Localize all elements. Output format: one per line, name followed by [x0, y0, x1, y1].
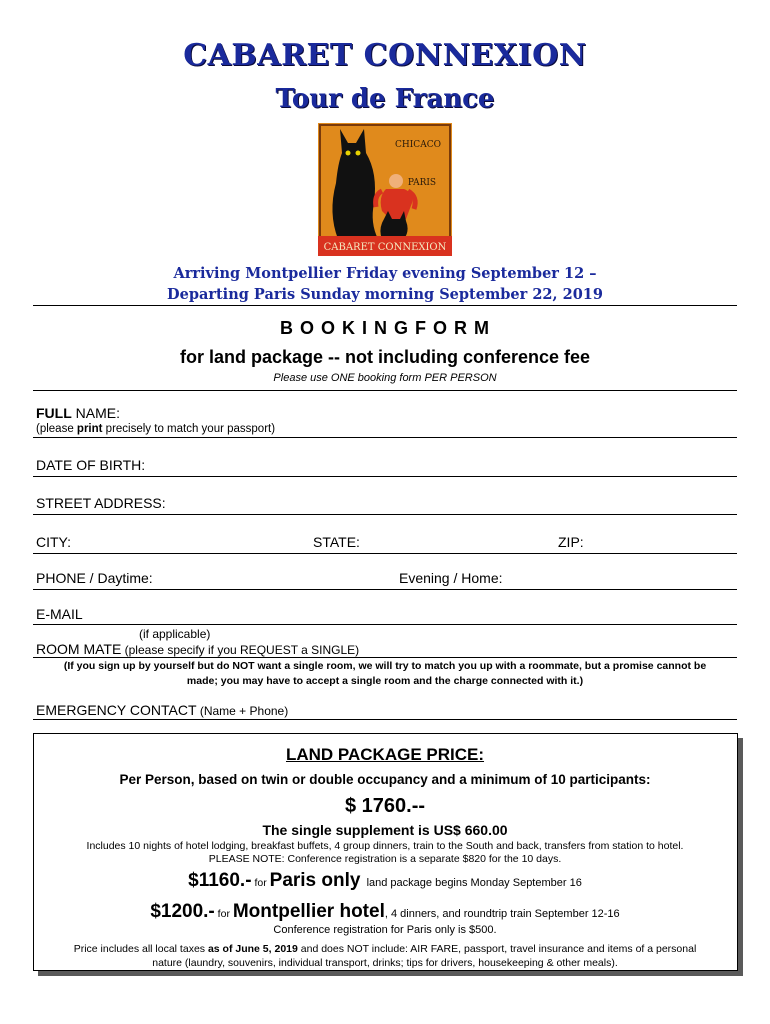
emergency-hint: (Name + Phone)	[196, 704, 289, 718]
name-label-text: NAME:	[71, 405, 120, 421]
arrival-line: Arriving Montpellier Friday evening September 12 –	[173, 265, 597, 282]
single-supplement: The single supplement is US$ 660.00	[262, 822, 508, 838]
taxes-date: as of June 5, 2019	[207, 943, 298, 955]
includes-text: Includes 10 nights of hotel lodging, breakfast buffets, 4 group dinners, train to the South and back, transfers from station to hotel.	[86, 840, 684, 852]
montpellier-for: for	[214, 908, 233, 920]
email-label: E-MAIL	[36, 606, 83, 622]
price-basis: Per Person, based on twin or double occupancy and a minimum of 10 participants:	[119, 772, 651, 787]
logo-chicago-text: CHICACO	[395, 140, 441, 150]
full-name-line[interactable]	[33, 437, 737, 438]
emergency-label: EMERGENCY CONTACT	[36, 702, 197, 718]
taxes-pre: Price includes all local taxes	[73, 943, 208, 955]
name-hint-pre: (please	[36, 423, 77, 435]
state-label: STATE:	[313, 534, 360, 550]
logo-banner-text: CABARET CONNEXION	[323, 242, 447, 253]
email-line[interactable]	[33, 624, 737, 625]
instruction-text: Please use ONE booking form PER PERSON	[273, 372, 497, 384]
departure-line: Departing Paris Sunday morning September 22, 2019	[167, 286, 603, 303]
zip-label: ZIP:	[558, 534, 584, 550]
roommate-hint: (please specify if you REQUEST a SINGLE)	[121, 643, 360, 657]
page-subtitle: Tour de France	[275, 84, 495, 114]
paris-for: for	[251, 877, 270, 889]
paris-desc: land package begins Monday September 16	[360, 877, 582, 889]
roommate-note-1: (If you sign up by yourself but do NOT want a single room, we will try to match you up with a roommate, but a promise cannot be	[63, 660, 707, 672]
conference-note: PLEASE NOTE: Conference registration is a separate $820 for the 10 days.	[208, 853, 562, 865]
street-line[interactable]	[33, 514, 737, 515]
phone-evening-label: Evening / Home:	[399, 570, 503, 586]
name-hint-bold: print	[76, 423, 103, 435]
phone-daytime-label: PHONE / Daytime:	[36, 570, 153, 586]
dob-label: DATE OF BIRTH:	[36, 457, 146, 473]
taxes-line-1	[0, 943, 770, 955]
booking-form-subheading: for land package -- not including conference fee	[179, 347, 591, 367]
emergency-line[interactable]	[33, 719, 737, 720]
paris-only-row	[0, 870, 770, 892]
roommate-label-row	[36, 641, 359, 657]
taxes-line-2: nature (laundry, souvenirs, individual transport, drinks; tips for drivers, housekeeping & other meals).	[152, 957, 618, 969]
if-applicable-text: (if applicable)	[139, 627, 211, 641]
main-price: $ 1760.--	[344, 795, 426, 817]
divider	[33, 390, 737, 391]
city-label: CITY:	[36, 534, 72, 550]
city-state-zip-line[interactable]	[33, 553, 737, 554]
full-bold-text: FULL	[36, 405, 72, 421]
street-label: STREET ADDRESS:	[36, 495, 166, 511]
montpellier-price: $1200.-	[150, 901, 215, 922]
roommate-note-2: made; you may have to accept a single room and the charge connected with it.)	[186, 675, 584, 687]
paris-price: $1160.-	[188, 870, 252, 891]
emergency-label-row	[36, 702, 288, 718]
montpellier-row	[0, 901, 770, 923]
montpellier-label: Montpellier hotel	[232, 901, 385, 922]
roommate-label: ROOM MATE	[36, 641, 122, 657]
taxes-post: and does NOT include: AIR FARE, passport, travel insurance and items of a personal	[297, 943, 697, 955]
paris-conference-text: Conference registration for Paris only is $500.	[273, 924, 497, 936]
divider	[33, 305, 737, 306]
full-name-label	[36, 405, 120, 421]
price-heading: LAND PACKAGE PRICE:	[285, 745, 485, 764]
name-hint-post: precisely to match your passport)	[102, 423, 276, 435]
phone-line[interactable]	[33, 589, 737, 590]
booking-form-heading: B O O K I N G F O R M	[280, 318, 490, 338]
roommate-line[interactable]	[33, 657, 737, 658]
logo-paris-text: PARIS	[407, 178, 437, 188]
paris-label: Paris only	[269, 870, 361, 891]
name-hint	[36, 423, 275, 435]
page-title: CABARET CONNEXION	[183, 38, 587, 73]
dob-line[interactable]	[33, 476, 737, 477]
montpellier-desc: , 4 dinners, and roundtrip train September 12-16	[384, 908, 620, 920]
cabaret-logo	[318, 123, 452, 256]
